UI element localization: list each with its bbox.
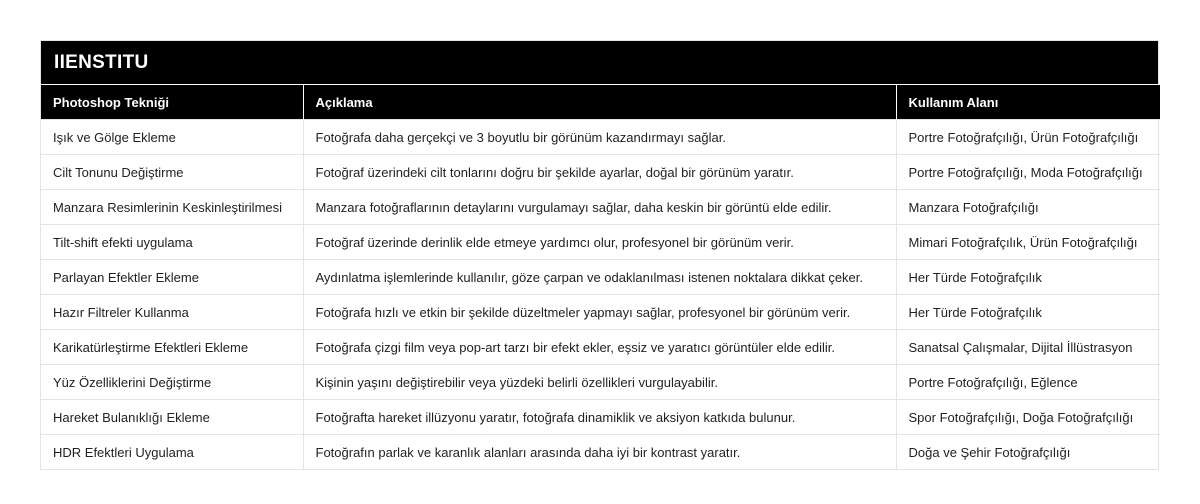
content-card: [40, 40, 1159, 470]
cell-usage: Her Türde Fotoğrafçılık: [896, 295, 1160, 330]
cell-technique: HDR Efektleri Uygulama: [41, 435, 303, 470]
cell-usage: Sanatsal Çalışmalar, Dijital İllüstrasyon: [896, 330, 1160, 365]
cell-description: Fotoğrafın parlak ve karanlık alanları arasında daha iyi bir kontrast yaratır.: [303, 435, 896, 470]
table-row: [41, 120, 1160, 155]
brand-title: IIENSTITU: [41, 41, 1158, 84]
cell-technique: Parlayan Efektler Ekleme: [41, 260, 303, 295]
table-row: [41, 400, 1160, 435]
table-row: [41, 295, 1160, 330]
cell-usage: Portre Fotoğrafçılığı, Moda Fotoğrafçılığı: [896, 155, 1160, 190]
cell-description: Fotoğraf üzerindeki cilt tonlarını doğru bir şekilde ayarlar, doğal bir görünüm yaratır.: [303, 155, 896, 190]
table-row: [41, 365, 1160, 400]
cell-usage: Portre Fotoğrafçılığı, Eğlence: [896, 365, 1160, 400]
cell-description: Fotoğrafa çizgi film veya pop-art tarzı bir efekt ekler, eşsiz ve yaratıcı görüntüler elde edilir.: [303, 330, 896, 365]
column-header-technique: Photoshop Tekniği: [41, 85, 303, 120]
techniques-table: [41, 84, 1160, 469]
cell-description: Kişinin yaşını değiştirebilir veya yüzdeki belirli özellikleri vurgulayabilir.: [303, 365, 896, 400]
cell-technique: Yüz Özelliklerini Değiştirme: [41, 365, 303, 400]
cell-technique: Karikatürleştirme Efektleri Ekleme: [41, 330, 303, 365]
cell-description: Fotoğraf üzerinde derinlik elde etmeye yardımcı olur, profesyonel bir görünüm verir.: [303, 225, 896, 260]
cell-technique: Hareket Bulanıklığı Ekleme: [41, 400, 303, 435]
cell-description: Fotoğrafta hareket illüzyonu yaratır, fotoğrafa dinamiklik ve aksiyon katkıda bulunur.: [303, 400, 896, 435]
column-header-usage: Kullanım Alanı: [896, 85, 1160, 120]
table-row: [41, 435, 1160, 470]
cell-description: Fotoğrafa daha gerçekçi ve 3 boyutlu bir görünüm kazandırmayı sağlar.: [303, 120, 896, 155]
table-header-row: [41, 85, 1160, 120]
cell-technique: Manzara Resimlerinin Keskinleştirilmesi: [41, 190, 303, 225]
table-row: [41, 190, 1160, 225]
cell-usage: Mimari Fotoğrafçılık, Ürün Fotoğrafçılığı: [896, 225, 1160, 260]
cell-description: Aydınlatma işlemlerinde kullanılır, göze çarpan ve odaklanılması istenen noktalara dikkat çeker.: [303, 260, 896, 295]
cell-technique: Cilt Tonunu Değiştirme: [41, 155, 303, 190]
cell-usage: Her Türde Fotoğrafçılık: [896, 260, 1160, 295]
cell-technique: Tilt-shift efekti uygulama: [41, 225, 303, 260]
cell-usage: Doğa ve Şehir Fotoğrafçılığı: [896, 435, 1160, 470]
cell-description: Fotoğrafa hızlı ve etkin bir şekilde düzeltmeler yapmayı sağlar, profesyonel bir görünüm verir.: [303, 295, 896, 330]
table-row: [41, 260, 1160, 295]
table-row: [41, 155, 1160, 190]
column-header-description: Açıklama: [303, 85, 896, 120]
cell-technique: Işık ve Gölge Ekleme: [41, 120, 303, 155]
cell-usage: Spor Fotoğrafçılığı, Doğa Fotoğrafçılığı: [896, 400, 1160, 435]
cell-technique: Hazır Filtreler Kullanma: [41, 295, 303, 330]
table-row: [41, 225, 1160, 260]
cell-usage: Manzara Fotoğrafçılığı: [896, 190, 1160, 225]
table-row: [41, 330, 1160, 365]
cell-usage: Portre Fotoğrafçılığı, Ürün Fotoğrafçılığı: [896, 120, 1160, 155]
cell-description: Manzara fotoğraflarının detaylarını vurgulamayı sağlar, daha keskin bir görüntü elde edilir.: [303, 190, 896, 225]
